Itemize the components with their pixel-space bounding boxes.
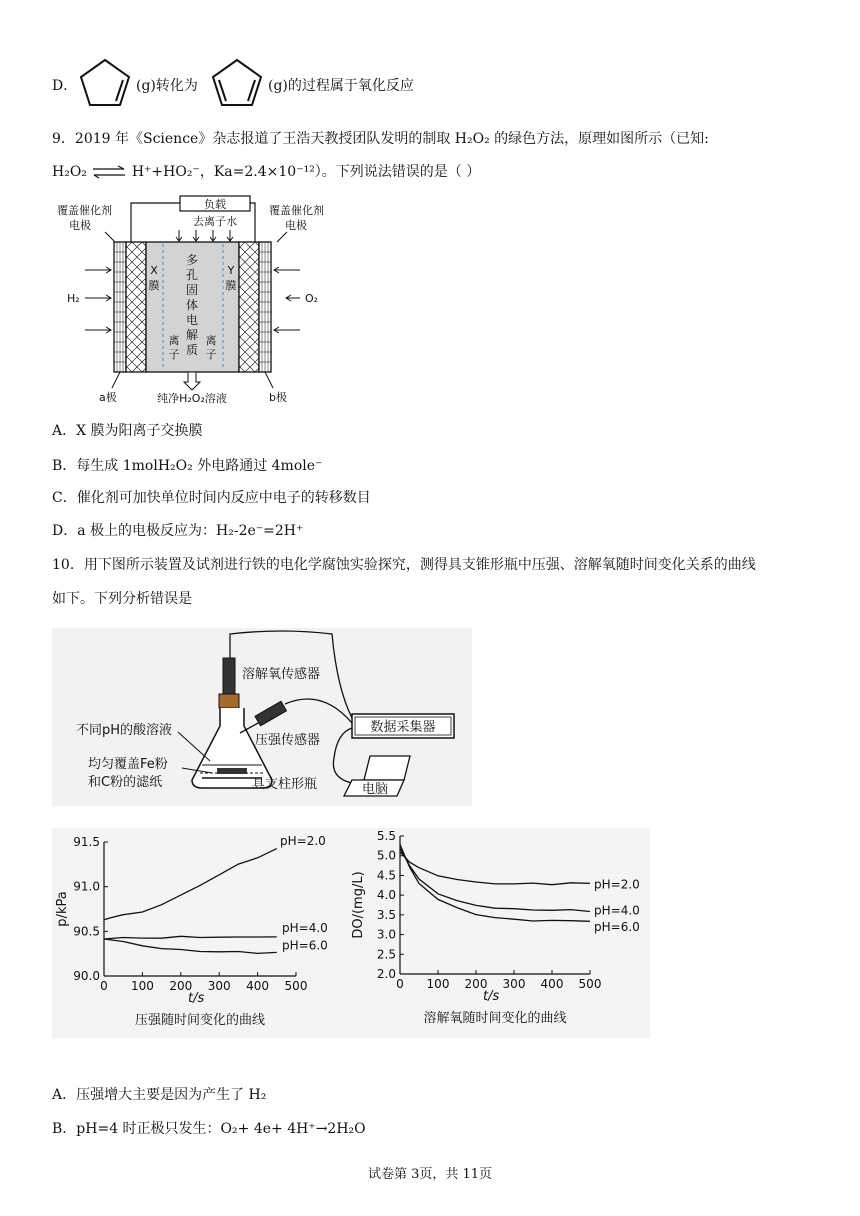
a-pole-label: a极 bbox=[99, 391, 117, 404]
y-tick-label: 91.0 bbox=[73, 879, 100, 894]
y-tick-label: 3.0 bbox=[376, 927, 396, 942]
q10-stem-line2: 如下。下列分析错误是 bbox=[52, 591, 192, 607]
svg-text:膜: 膜 bbox=[225, 279, 237, 292]
pressure-sensor-label: 压强传感器 bbox=[255, 733, 321, 748]
fuel-cell-diagram bbox=[55, 192, 355, 410]
y-tick-label: 91.5 bbox=[73, 835, 100, 849]
y-tick-label: 2.5 bbox=[376, 947, 396, 962]
svg-text:Y: Y bbox=[227, 264, 235, 277]
x-tick-label: 400 bbox=[540, 977, 564, 991]
right-electrode-label-1: 覆盖催化剂 bbox=[269, 204, 324, 217]
q8-option-label: D． bbox=[52, 78, 78, 94]
q10-option-b: B．pH=4 时正极只发生：O₂+ 4e+ 4H⁺→2H₂O bbox=[52, 1121, 366, 1137]
chart-caption: 压强随时间变化的曲线 bbox=[134, 1013, 266, 1028]
y-tick-label: 4.5 bbox=[376, 868, 396, 883]
flask-label: 具支柱形瓶 bbox=[252, 777, 318, 792]
q9-option-c: C．催化剂可加快单位时间内反应中电子的转移数目 bbox=[52, 490, 371, 506]
cyclopentadiene-structure bbox=[207, 56, 267, 114]
x-tick-label: 200 bbox=[169, 979, 193, 993]
svg-text:电: 电 bbox=[185, 313, 199, 327]
corrosion-apparatus-diagram bbox=[52, 628, 472, 806]
svg-text:解: 解 bbox=[185, 328, 199, 342]
filter-paper-label-2: 和C粉的滤纸 bbox=[88, 775, 163, 790]
series-label: pH=6.0 bbox=[594, 920, 640, 935]
series-label: pH=2.0 bbox=[280, 834, 326, 849]
series-label: pH=4.0 bbox=[282, 920, 328, 935]
product-label: 纯净H₂O₂溶液 bbox=[157, 392, 227, 405]
series-label: pH=4.0 bbox=[594, 903, 640, 918]
x-tick-label: 100 bbox=[130, 979, 154, 993]
x-tick-label: 300 bbox=[502, 977, 526, 991]
q9-stem-line1: 9．2019 年《Science》杂志报道了王浩天教授团队发明的制取 H₂O₂ 的绿色方法，原理如图所示（已知: bbox=[52, 131, 709, 147]
svg-text:离: 离 bbox=[205, 334, 217, 347]
b-pole-label: b极 bbox=[269, 391, 287, 404]
load-label: 负载 bbox=[204, 198, 226, 211]
deionized-water-label: 去离子水 bbox=[193, 215, 237, 228]
series-label: pH=6.0 bbox=[282, 938, 328, 953]
acid-label: 不同pH的酸溶液 bbox=[76, 723, 173, 738]
x-axis-label: t/s bbox=[483, 989, 500, 1004]
y-tick-label: 5.0 bbox=[376, 848, 396, 863]
q9-equilibrium-rest: H⁺+HO₂⁻，Ka=2.4×10⁻¹²）。下列说法错误的是（ ） bbox=[131, 164, 481, 180]
gas-h2-label: H₂ bbox=[67, 292, 80, 305]
q9-stem-line2 bbox=[52, 162, 480, 182]
equilibrium-arrow-icon bbox=[91, 165, 127, 179]
svg-text:子: 子 bbox=[168, 348, 180, 361]
do-chart bbox=[348, 828, 650, 1038]
gas-o2-label: O₂ bbox=[305, 292, 319, 305]
page-footer: 试卷第 3页，共 11页 bbox=[367, 1167, 493, 1182]
q10-stem-line1: 10．用下图所示装置及试剂进行铁的电化学腐蚀实验探究，测得具支锥形瓶中压强、溶解氧随时间变化关系的曲线 bbox=[52, 557, 756, 573]
y-tick-label: 5.5 bbox=[376, 829, 396, 843]
q9-option-b: B．每生成 1molH₂O₂ 外电路通过 4mole⁻ bbox=[52, 458, 323, 474]
svg-text:膜: 膜 bbox=[148, 279, 160, 292]
svg-text:X: X bbox=[150, 264, 158, 277]
y-tick-label: 90.0 bbox=[73, 969, 100, 983]
x-tick-label: 0 bbox=[396, 977, 404, 991]
q10-option-a: A．压强增大主要是因为产生了 H₂ bbox=[52, 1087, 267, 1103]
y-tick-label: 2.0 bbox=[376, 967, 396, 981]
cyclopentene-structure bbox=[76, 56, 134, 114]
x-tick-label: 100 bbox=[426, 977, 450, 991]
left-electrode-label-2: 电极 bbox=[69, 219, 91, 232]
svg-text:固: 固 bbox=[185, 283, 199, 297]
do-sensor-label: 溶解氧传感器 bbox=[242, 667, 321, 682]
x-tick-label: 500 bbox=[578, 977, 602, 991]
y-axis-label: DO/(mg/L) bbox=[351, 871, 366, 939]
x-axis-label: t/s bbox=[188, 991, 205, 1006]
collector-label: 数据采集器 bbox=[370, 720, 436, 735]
svg-text:孔: 孔 bbox=[185, 268, 199, 282]
q9-h2o2: H₂O₂ bbox=[52, 164, 87, 180]
left-electrode-label-1: 覆盖催化剂 bbox=[57, 204, 112, 217]
y-tick-label: 90.5 bbox=[73, 924, 100, 939]
svg-text:质: 质 bbox=[185, 343, 199, 357]
svg-text:体: 体 bbox=[185, 298, 199, 312]
q9-option-a: A．X 膜为阳离子交换膜 bbox=[52, 423, 203, 439]
x-tick-label: 0 bbox=[100, 979, 108, 993]
right-electrode-label-2: 电极 bbox=[285, 219, 307, 232]
chart-caption: 溶解氧随时间变化的曲线 bbox=[423, 1011, 567, 1026]
svg-text:子: 子 bbox=[205, 348, 217, 361]
x-tick-label: 300 bbox=[207, 979, 231, 993]
x-tick-label: 200 bbox=[464, 977, 488, 991]
y-tick-label: 3.5 bbox=[376, 907, 396, 922]
q9-option-d: D．a 极上的电极反应为：H₂-2e⁻=2H⁺ bbox=[52, 523, 304, 539]
series-label: pH=2.0 bbox=[594, 877, 640, 892]
computer-label: 电脑 bbox=[362, 782, 389, 797]
y-tick-label: 4.0 bbox=[376, 888, 396, 903]
q8-mid-text: (g)转化为 bbox=[136, 78, 198, 94]
x-tick-label: 500 bbox=[284, 979, 308, 993]
y-axis-label: p/kPa bbox=[55, 891, 70, 927]
svg-text:离: 离 bbox=[168, 334, 180, 347]
pressure-chart bbox=[52, 828, 362, 1038]
q8-end-text: (g)的过程属于氧化反应 bbox=[268, 78, 414, 94]
filter-paper-label-1: 均匀覆盖Fe粉 bbox=[88, 757, 168, 772]
svg-text:多: 多 bbox=[185, 253, 199, 267]
x-tick-label: 400 bbox=[246, 979, 270, 993]
